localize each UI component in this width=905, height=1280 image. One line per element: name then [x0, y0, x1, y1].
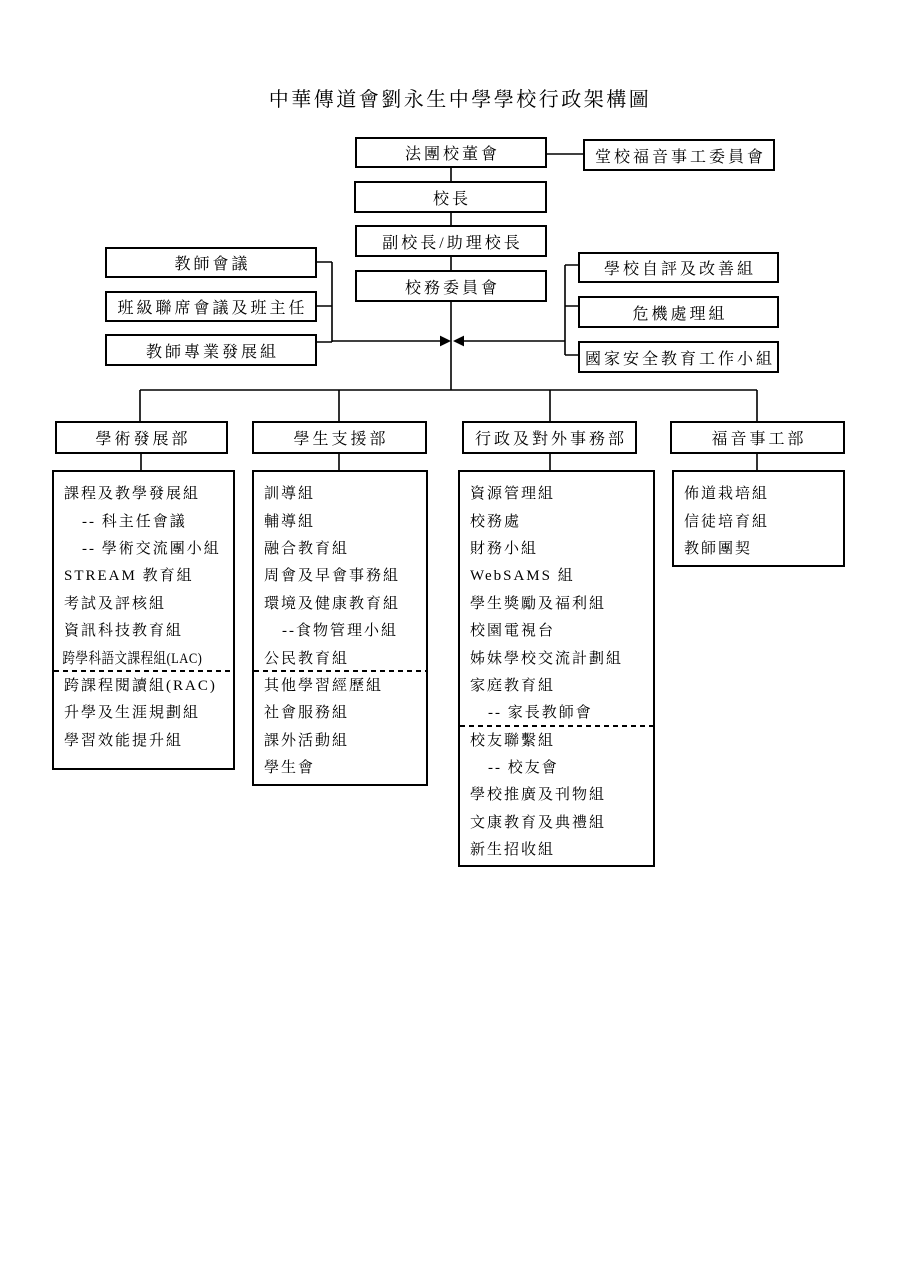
org-unit-item: 新生招收組 [470, 842, 556, 859]
org-unit-item: 跨課程閱讀組(RAC) [64, 677, 217, 694]
dept-list-gospel [672, 470, 845, 567]
org-unit-item: 文康教育及典禮組 [470, 814, 607, 831]
board-box: 法團校董會 [355, 137, 547, 168]
gospel-committee-box: 堂校福音事工委員會 [583, 139, 775, 171]
right-bracket [565, 265, 578, 355]
org-unit-item: 訓導組 [264, 486, 316, 503]
dept-header-academic: 學術發展部 [55, 421, 228, 454]
class-teachers-box: 班級聯席會議及班主任 [105, 291, 317, 322]
org-unit-item: 課外活動組 [264, 732, 350, 749]
arrowhead-right-icon [440, 336, 451, 347]
org-unit-item: 家庭教育組 [470, 677, 556, 694]
dept-header-admin-external: 行政及對外事務部 [462, 421, 637, 454]
org-unit-item: 社會服務組 [264, 705, 350, 722]
org-unit-item: 課程及教學發展組 [64, 486, 201, 503]
org-unit-item: 輔導組 [264, 513, 316, 530]
org-unit-item: 資訊科技教育組 [64, 623, 184, 640]
org-unit-item: 校務處 [470, 513, 522, 530]
org-unit-item: -- 校友會 [488, 760, 559, 777]
teachers-meeting-box: 教師會議 [105, 247, 317, 278]
org-unit-item: 跨學科語文課程組(LAC) [62, 650, 203, 667]
chart-title: 中華傳道會劉永生中學學校行政架構圖 [268, 89, 652, 111]
org-unit-item: 其他學習經歷組 [264, 677, 384, 694]
org-unit-item: 環境及健康教育組 [264, 595, 401, 612]
dept-header-gospel: 福音事工部 [670, 421, 845, 454]
org-unit-item: 財務小組 [470, 540, 539, 557]
org-unit-item: 學校推廣及刊物組 [470, 787, 607, 804]
dept-header-student-support: 學生支援部 [252, 421, 427, 454]
org-unit-item: STREAM 教育組 [64, 568, 194, 585]
org-unit-item: 學習效能提升組 [64, 732, 184, 749]
org-unit-item: -- 科主任會議 [82, 513, 187, 530]
arrowhead-left-icon [453, 336, 464, 347]
org-unit-item: 公民教育組 [264, 650, 350, 667]
org-unit-item: 學生獎勵及福利組 [470, 595, 607, 612]
org-unit-item: 校友聯繫組 [470, 732, 556, 749]
org-unit-item: 升學及生涯規劃組 [64, 705, 201, 722]
org-unit-item: -- 家長教師會 [488, 705, 593, 722]
org-unit-item: 教師團契 [684, 540, 753, 557]
national-security-box: 國家安全教育工作小組 [578, 341, 779, 373]
principal-box: 校長 [354, 181, 547, 213]
teacher-development-box: 教師專業發展組 [105, 334, 317, 366]
dept-drop-lines [140, 390, 757, 421]
org-unit-item: 佈道栽培組 [684, 486, 770, 503]
dept-list-student-support [252, 470, 428, 786]
org-unit-item: 周會及早會事務組 [264, 568, 401, 585]
org-unit-item: WebSAMS 組 [470, 568, 575, 585]
dept-list-admin-external [458, 470, 655, 867]
org-unit-item: 學生會 [264, 760, 316, 777]
crisis-management-box: 危機處理組 [578, 296, 779, 328]
org-unit-item: 融合教育組 [264, 540, 350, 557]
school-council-box: 校務委員會 [355, 270, 547, 302]
org-unit-item: --食物管理小組 [282, 623, 398, 640]
org-unit-item: 姊妹學校交流計劃組 [470, 650, 624, 667]
dept-list-stubs [141, 454, 757, 470]
vice-principal-box: 副校長/助理校長 [355, 225, 547, 257]
left-bracket [317, 262, 332, 342]
org-unit-item: -- 學術交流團小組 [82, 540, 221, 557]
org-unit-item: 信徒培育組 [684, 513, 770, 530]
self-evaluation-box: 學校自評及改善組 [578, 252, 779, 283]
org-unit-item: 資源管理組 [470, 486, 556, 503]
dept-list-academic [52, 470, 235, 770]
org-unit-item: 校園電視台 [470, 623, 556, 640]
org-unit-item: 考試及評核組 [64, 595, 167, 612]
